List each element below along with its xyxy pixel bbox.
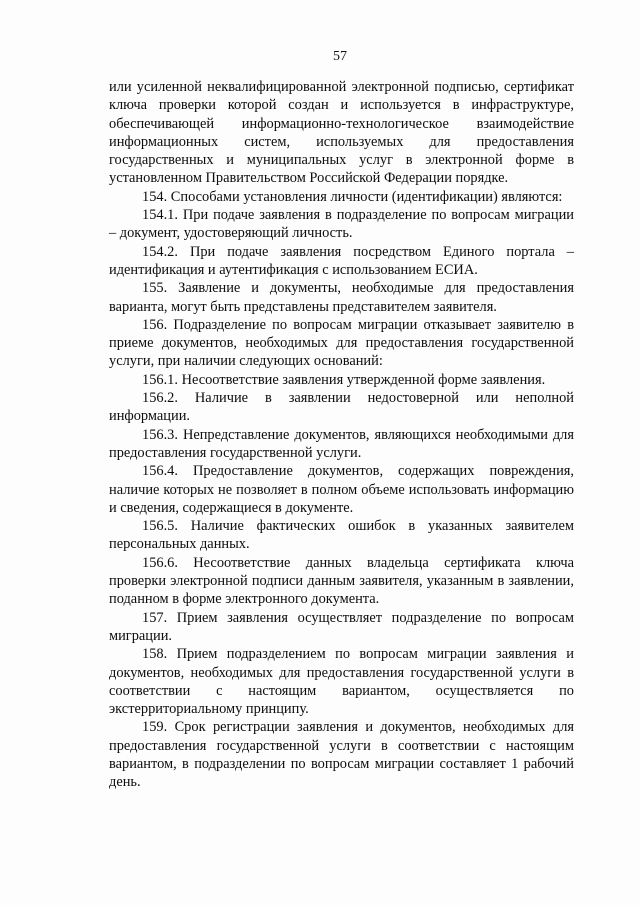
paragraph: 156.5. Наличие фактических ошибок в указанных заявителем персональных данных. [109,518,574,553]
paragraph: 156. Подразделение по вопросам миграции отказывает заявителю в приеме документов, необходимых для предоставления государственной услуги, при наличии следующих оснований: [109,316,574,370]
paragraph: 156.1. Несоответствие заявления утвержденной форме заявления. [142,371,546,388]
page-number: 57 [333,49,347,64]
paragraph: 155. Заявление и документы, необходимые для предоставления варианта, могут быть представлены представителем заявителя. [109,280,574,315]
paragraph: 154.2. При подаче заявления посредством Единого портала – идентификация и аутентификация с использованием ЕСИА. [109,243,574,278]
paragraph: 154.1. При подаче заявления в подразделение по вопросам миграции – документ, удостоверяющий личность. [109,207,574,242]
paragraph: 156.6. Несоответствие данных владельца сертификата ключа проверки электронной подписи данным заявителя, указанным в заявлении, поданном в форме электронного документа. [109,554,574,608]
paragraph: 154. Способами установления личности (идентификации) являются: [142,188,563,205]
paragraph: или усиленной неквалифицированной электронной подписью, сертификат ключа проверки которой создан и используется в инфраструктуре, обеспечивающей информационно-технологическое взаимодействие информационных систем, используемых для предоставления государственных и муниципальных услуг в электронной форме в установленном Правительством Российской Федерации порядке. [109,79,574,187]
paragraph: 156.2. Наличие в заявлении недостоверной или неполной информации. [109,390,574,425]
paragraph: 157. Прием заявления осуществляет подразделение по вопросам миграции. [109,609,574,644]
paragraph: 158. Прием подразделением по вопросам миграции заявления и документов, необходимых для предоставления государственной услуги в соответствии с настоящим вариантом, осуществляется по экстерриториальному принципу. [109,646,574,718]
document-body [109,78,574,792]
paragraph: 159. Срок регистрации заявления и документов, необходимых для предоставления государственной услуги в соответствии с настоящим вариантом, в подразделении по вопросам миграции составляет 1 рабочий день. [109,719,574,791]
paragraph: 156.4. Предоставление документов, содержащих повреждения, наличие которых не позволяет в полном объеме использовать информацию и сведения, содержащиеся в документе. [109,463,574,516]
paragraph: 156.3. Непредставление документов, являющихся необходимыми для предоставления государственной услуги. [109,426,574,461]
